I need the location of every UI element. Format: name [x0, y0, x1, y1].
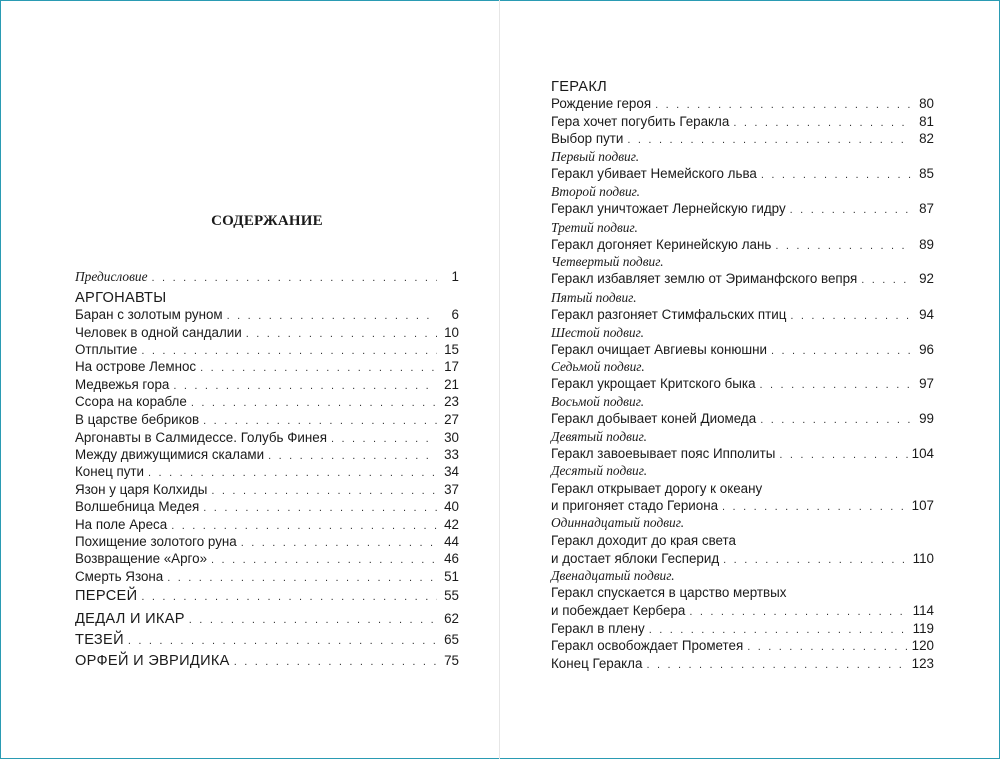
toc-entry[interactable] — [551, 498, 934, 516]
leader-dots — [649, 624, 909, 636]
leader-dots — [203, 415, 437, 427]
labour-heading: Девятый подвиг. — [551, 429, 647, 444]
toc-entry-page: 94 — [919, 307, 934, 322]
toc-entry[interactable] — [75, 447, 459, 465]
toc-entry-label: ОРФЕЙ И ЭВРИДИКА — [75, 653, 230, 669]
toc-entry-label: На поле Ареса — [75, 517, 168, 532]
toc-entry[interactable] — [75, 499, 459, 517]
labour-heading: Третий подвиг. — [551, 220, 638, 235]
right-page — [551, 0, 934, 759]
toc-entry[interactable] — [551, 376, 934, 394]
toc-entry-page: 104 — [911, 446, 934, 461]
toc-entry-page: 33 — [444, 447, 459, 462]
toc-entry[interactable] — [551, 131, 934, 149]
toc-entry[interactable] — [75, 342, 459, 360]
toc-entry-page: 40 — [444, 499, 459, 514]
toc-entry-label: Между движущимися скалами — [75, 447, 265, 462]
toc-entry-label: Геракл освобождает Прометея — [551, 638, 744, 653]
leader-dots — [148, 467, 437, 479]
toc-entry-page: 87 — [919, 201, 934, 216]
leader-dots — [779, 449, 907, 461]
toc-entry-page: 51 — [444, 569, 459, 584]
toc-entry-page: 65 — [444, 632, 459, 647]
toc-entry[interactable] — [551, 446, 934, 464]
toc-entry-page: 81 — [919, 114, 934, 129]
leader-dots — [760, 379, 912, 391]
toc-entry-label: Геракл в плену — [551, 621, 645, 636]
toc-entry-label: и достает яблоки Гесперид — [551, 551, 720, 566]
labour-heading: Седьмой подвиг. — [551, 359, 645, 374]
toc-entry-label: и пригоняет стадо Гериона — [551, 498, 719, 513]
labour-heading: Десятый подвиг. — [551, 463, 648, 478]
toc-entry[interactable] — [75, 430, 459, 448]
toc-entry[interactable] — [75, 412, 459, 430]
toc-entry[interactable] — [75, 482, 459, 500]
leader-dots — [655, 99, 912, 111]
toc-entry[interactable] — [551, 603, 934, 621]
labour-heading: Первый подвиг. — [551, 149, 640, 164]
toc-entry[interactable] — [551, 166, 934, 184]
toc-entry-page: 123 — [911, 656, 934, 671]
labour-heading: Одиннадцатый подвиг. — [551, 515, 685, 530]
toc-entry-label: Геракл укрощает Критского быка — [551, 376, 756, 391]
leader-dots — [141, 591, 437, 603]
toc-entry-label: Геракл уничтожает Лернейскую гидру — [551, 201, 786, 216]
toc-entry-line: Геракл спускается в царство мертвых — [551, 585, 787, 600]
leader-dots — [200, 362, 437, 374]
toc-entry-page: 55 — [444, 588, 459, 603]
leader-dots — [152, 272, 437, 284]
toc-entry-label: Смерть Язона — [75, 569, 164, 584]
toc-entry[interactable] — [551, 551, 934, 569]
toc-entry[interactable] — [551, 237, 934, 255]
toc-entry-page: 97 — [919, 376, 934, 391]
toc-entry-page: 92 — [919, 271, 934, 286]
leader-dots — [171, 520, 437, 532]
toc-entry[interactable] — [551, 114, 934, 132]
leader-dots — [227, 310, 437, 322]
leader-dots — [747, 641, 907, 653]
labour-heading: Восьмой подвиг. — [551, 394, 645, 409]
toc-entry[interactable] — [75, 517, 459, 535]
toc-entry-page: 85 — [919, 166, 934, 181]
toc-entry-label: Конец пути — [75, 464, 145, 479]
toc-entry-label: Рождение героя — [551, 96, 652, 111]
leader-dots — [191, 397, 437, 409]
toc-entry-label: Конец Геракла — [551, 656, 643, 671]
left-page — [75, 0, 459, 759]
toc-entry[interactable] — [75, 611, 459, 629]
leader-dots — [760, 414, 912, 426]
toc-entry-page: 46 — [444, 551, 459, 566]
leader-dots — [268, 450, 437, 462]
toc-entry-page: 42 — [444, 517, 459, 532]
toc-entry-page: 44 — [444, 534, 459, 549]
toc-entry-page: 120 — [911, 638, 934, 653]
toc-entry[interactable] — [551, 621, 934, 639]
toc-entry[interactable] — [551, 656, 934, 674]
toc-entry-label: Геракл добывает коней Диомеда — [551, 411, 757, 426]
toc-entry[interactable] — [551, 342, 934, 360]
toc-entry-label: Язон у царя Колхиды — [75, 482, 208, 497]
leader-dots — [331, 433, 437, 445]
toc-entry-page: 80 — [919, 96, 934, 111]
toc-entry[interactable] — [75, 653, 459, 671]
toc-entry[interactable] — [75, 632, 459, 650]
toc-entry-page: 34 — [444, 464, 459, 479]
toc-entry[interactable] — [75, 394, 459, 412]
toc-entry-page: 27 — [444, 412, 459, 427]
toc-entry-page: 37 — [444, 482, 459, 497]
toc-entry-label: Геракл убивает Немейского льва — [551, 166, 757, 181]
toc-entry-page: 107 — [911, 498, 934, 513]
contents-title: СОДЕРЖАНИЕ — [211, 213, 323, 229]
toc-entry-label: Медвежья гора — [75, 377, 170, 392]
book-gutter — [499, 0, 500, 759]
toc-entry-page: 82 — [919, 131, 934, 146]
leader-dots — [646, 659, 907, 671]
toc-entry-page: 114 — [912, 603, 934, 618]
labour-heading: Шестой подвиг. — [551, 325, 644, 340]
leader-dots — [733, 117, 912, 129]
toc-entry-label: Аргонавты в Салмидессе. Голубь Финея — [75, 430, 327, 445]
toc-entry-label: ДЕДАЛ И ИКАР — [75, 611, 185, 627]
toc-entry[interactable] — [75, 325, 459, 343]
toc-entry-page: 75 — [444, 653, 459, 668]
toc-entry-page: 23 — [444, 394, 459, 409]
leader-dots — [173, 380, 437, 392]
toc-entry-page: 89 — [919, 237, 934, 252]
toc-entry[interactable] — [75, 569, 459, 587]
toc-entry-page: 62 — [444, 611, 459, 626]
toc-entry-label: Волшебница Медея — [75, 499, 200, 514]
leader-dots — [722, 501, 908, 513]
toc-entry-label: В царстве бебриков — [75, 412, 200, 427]
toc-entry-label: Геракл разгоняет Стимфальских птиц — [551, 307, 787, 322]
toc-entry-label: Геракл догоняет Керинейскую лань — [551, 237, 772, 252]
toc-entry[interactable] — [75, 359, 459, 377]
toc-entry[interactable] — [75, 588, 459, 606]
leader-dots — [241, 537, 437, 549]
toc-entry[interactable] — [551, 638, 934, 656]
toc-entry-page: 17 — [444, 359, 459, 374]
leader-dots — [627, 134, 912, 146]
leader-dots — [211, 485, 437, 497]
toc-entry-label: Возвращение «Арго» — [75, 551, 208, 566]
toc-entry-label: и побеждает Кербера — [551, 603, 686, 618]
leader-dots — [189, 614, 437, 626]
toc-entry-page: 30 — [444, 430, 459, 445]
toc-entry-label: Выбор пути — [551, 131, 624, 146]
toc-entry-label: Предисловие — [75, 269, 148, 284]
section-heading-heracles: ГЕРАКЛ — [551, 79, 608, 95]
labour-heading: Пятый подвиг. — [551, 290, 637, 305]
toc-entry[interactable] — [551, 271, 934, 289]
leader-dots — [141, 345, 437, 357]
leader-dots — [790, 310, 912, 322]
leader-dots — [861, 274, 912, 286]
leader-dots — [723, 554, 908, 566]
leader-dots — [128, 635, 437, 647]
toc-entry[interactable] — [551, 307, 934, 325]
toc-entry[interactable] — [75, 377, 459, 395]
toc-entry-preface[interactable] — [75, 269, 459, 287]
leader-dots — [246, 328, 437, 340]
toc-entry[interactable] — [75, 534, 459, 552]
toc-entry[interactable] — [551, 201, 934, 219]
toc-entry-label: Геракл очищает Авгиевы конюшни — [551, 342, 767, 357]
toc-entry-page: 10 — [444, 325, 459, 340]
toc-entry-label: Геракл избавляет землю от Эриманфского вепря — [551, 271, 858, 286]
labour-heading: Двенадцатый подвиг. — [551, 568, 675, 583]
toc-entry-label: Человек в одной сандалии — [75, 325, 242, 340]
toc-entry-page: 15 — [444, 342, 459, 357]
toc-entry-label: Ссора на корабле — [75, 394, 187, 409]
toc-entry[interactable] — [551, 96, 934, 114]
toc-entry-page: 96 — [919, 342, 934, 357]
leader-dots — [775, 240, 912, 252]
labour-heading: Четвертый подвиг. — [551, 254, 664, 269]
leader-dots — [761, 169, 912, 181]
labour-heading: Второй подвиг. — [551, 184, 641, 199]
toc-entry-page: 1 — [451, 269, 459, 284]
toc-entry-label: Отплытие — [75, 342, 138, 357]
toc-entry-line: Геракл открывает дорогу к океану — [551, 481, 763, 496]
toc-entry-label: ТЕЗЕЙ — [75, 632, 124, 648]
toc-entry-page: 99 — [919, 411, 934, 426]
leader-dots — [203, 502, 437, 514]
toc-entry-label: На острове Лемнос — [75, 359, 197, 374]
toc-entry[interactable] — [75, 307, 459, 325]
toc-entry-page: 21 — [444, 377, 459, 392]
toc-entry-label: Геракл завоевывает пояс Ипполиты — [551, 446, 776, 461]
toc-entry-label: Баран с золотым руном — [75, 307, 223, 322]
toc-entry-label: Гера хочет погубить Геракла — [551, 114, 730, 129]
toc-entry[interactable] — [75, 464, 459, 482]
leader-dots — [211, 554, 437, 566]
toc-entry[interactable] — [75, 551, 459, 569]
toc-entry[interactable] — [551, 411, 934, 429]
toc-entry-label: Похищение золотого руна — [75, 534, 237, 549]
toc-entry-label: ПЕРСЕЙ — [75, 588, 138, 604]
toc-entry-page: 110 — [912, 551, 934, 566]
leader-dots — [167, 572, 437, 584]
section-heading-argonauts: АРГОНАВТЫ — [75, 290, 167, 306]
leader-dots — [689, 606, 908, 618]
toc-entry-line: Геракл доходит до края света — [551, 533, 736, 548]
leader-dots — [771, 345, 912, 357]
toc-entry-page: 119 — [912, 621, 934, 636]
leader-dots — [234, 656, 437, 668]
toc-entry-page: 6 — [451, 307, 459, 322]
leader-dots — [790, 204, 912, 216]
